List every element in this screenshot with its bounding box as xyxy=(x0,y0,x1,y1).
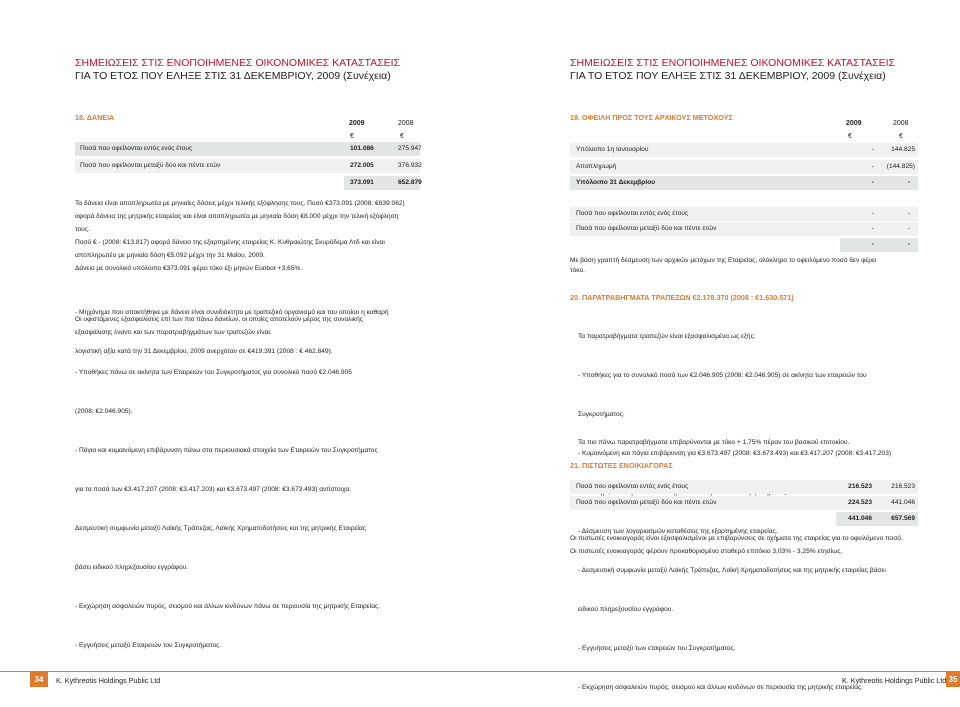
text-line: - Εγγυήσεις μεταξύ των εταιρειών του Συγκροτήματος. xyxy=(578,645,736,652)
text-line: τους. xyxy=(75,226,90,233)
payable-cur-2009: € xyxy=(848,133,852,140)
payable-row-2008: - xyxy=(907,225,910,232)
deposits-row xyxy=(570,496,918,510)
text-line: - Εγγυήσεις μεταξύ Εταιρειών του Συγκροτήματος. xyxy=(75,642,222,649)
text-line: ειδικού πληρεξουσίου εγγράφου. xyxy=(578,606,674,613)
overdrafts-rate: Τα πιο πάνω παρατραβήγματα επιβαρύνονται με τόκο + 1,75% πέραν του βασικού επιτοκίου. xyxy=(578,439,850,446)
payable-title: 19. ΟΦΕΙΛΗ ΠΡΟΣ ΤΟΥΣ ΑΡΧΙΚΟΥΣ ΜΕΤΟΧΟΥΣ xyxy=(570,113,733,122)
loans-row-2009: 272.005 xyxy=(350,162,374,169)
deposits-row-2009: 216.523 xyxy=(848,483,872,490)
text-line: αφορά δάνεια της μητρικής εταιρείας και είναι αποπληρωτέα με μηνιαία δόση €8.000 μέχρι την τελική εξόφληση xyxy=(75,213,399,220)
deposits-row-2008: 216.523 xyxy=(891,483,915,490)
text-line: - Υποθήκες για το συνολικό ποσό των €2.046.905 (2008: €2.046.905) σε ακίνητα των εταιρειών του xyxy=(578,372,867,379)
text-line: - Δεσμευτική συμφωνία μεταξύ Λαϊκής Τράπεζας, Λαϊκή Χρηματοδοτήσεις και της μητρικής εταιρείας βάσει xyxy=(578,567,886,574)
text-line: Δάνειο με συνολικό υπόλοιπο €373.091 φέρει τόκο έξι μηνών Euribor +3,65%. xyxy=(75,265,303,272)
payable-col-2009: 2009 xyxy=(846,120,862,127)
text-line: - Κυμαινόμενη και πάγια επιβάρυνση για €3.673.497 (2008: €3.673.493) και €3.417.207 (2008: €3.417.203) xyxy=(578,450,892,457)
payable-row-2008: - xyxy=(907,179,910,186)
loans-row-2008: 275.947 xyxy=(398,145,422,152)
payable-row-2008: (144.825) xyxy=(886,163,915,170)
payable-row xyxy=(570,207,918,221)
payable-total-2009: - xyxy=(871,241,874,248)
payable-row-label: Υπόλοιπο 1η Ιανουαρίου xyxy=(576,146,649,153)
payable-row-2009: - xyxy=(871,146,874,153)
payable-row-label: Υπόλοιπο 31 Δεκεμβρίου xyxy=(576,179,656,186)
text-line: βάσει ειδικού πληρεξουσίου εγγράφου. xyxy=(75,564,189,571)
text-line: - Πάγια και κυμαινόμενη επιβάρυνση πάνω στα περιουσιακά στοιχεία των Εταιρειών του Συγκροτήματος xyxy=(75,447,378,454)
payable-row-2009: - xyxy=(871,225,874,232)
loans-total-2009: 373.091 xyxy=(350,179,374,186)
deposits-row-2009: 224.523 xyxy=(848,499,872,506)
text-line: - Εκχώρηση ασφαλειών πυρός, σεισμού και άλλων κινδύνων σε περιουσία της μητρικής εταιρείας. xyxy=(578,684,864,691)
payable-row-label: Αποπληρωμή xyxy=(576,163,617,170)
deposits-row-label: Ποσά που οφείλονται μεταξύ δύο και πέντε ετών xyxy=(576,499,717,506)
payable-row-total xyxy=(570,176,918,190)
text-line: λογιστική αξία κατά την 31 Δεκεμβρίου, 2009 ανερχόταν σε €419.391 (2008 : € 462.849). xyxy=(75,348,333,355)
right-header-title: ΣΗΜΕΙΩΣΕΙΣ ΣΤΙΣ ΕΝΟΠΟΙΗΜΕΝΕΣ ΟΙΚΟΝΟΜΙΚΕΣ ΚΑΤΑΣΤΑΣΕΙΣ xyxy=(570,57,896,69)
text-line: Με βάση γραπτή δέσμευση των αρχικών μετόχων της Εταιρείας, ολόκληρο το οφειλόμενο ποσό δεν φέρει xyxy=(570,257,877,264)
loans-cur-2009: € xyxy=(350,133,354,140)
loans-title: 18. ΔΑΝΕΙΑ xyxy=(75,113,115,122)
text-line: - Δέσμευση των λογαριασμών καταθέσεις της εξαρτημένης εταιρείας. xyxy=(578,528,778,535)
loans-row xyxy=(75,142,420,156)
page-number-left: 34 xyxy=(30,672,48,687)
text-line: για τα ποσά των €3.417.207 (2008: €3.417.203) και €3.673.497 (2008: €3.673.493) αντίστοιχα. xyxy=(75,486,352,493)
loans-row-2008: 376.932 xyxy=(398,162,422,169)
loans-row-label: Ποσά που οφείλονται μεταξύ δύο και πέντε ετών xyxy=(80,162,221,169)
text-line: αποπληρωτέο με μηνιαία δόση €5.092 μέχρι την 31 Μαΐου, 2009. xyxy=(75,252,265,259)
right-header-subtitle: ΓΙΑ ΤΟ ΕΤΟΣ ΠΟΥ ΕΛΗΞΕ ΣΤΙΣ 31 ΔΕΚΕΜΒΡΙΟΥ, 2009 (Συνέχεια) xyxy=(570,70,886,82)
deposits-note-1: Οι πιστωτές ενοικιαγοράς είναι εξασφαλισμένοι με επιβαρύνσεις σε οχήματα της εταιρείας για το οφειλόμενο ποσό. xyxy=(570,535,903,542)
payable-row-2009: - xyxy=(871,179,874,186)
payable-note xyxy=(570,256,876,276)
payable-row-2009: - xyxy=(871,163,874,170)
left-header-title: ΣΗΜΕΙΩΣΕΙΣ ΣΤΙΣ ΕΝΟΠΟΙΗΜΕΝΕΣ ΟΙΚΟΝΟΜΙΚΕΣ ΚΑΤΑΣΤΑΣΕΙΣ xyxy=(75,57,401,69)
loans-total-2008: 652.879 xyxy=(398,179,422,186)
text-line: - Εκχώρηση ασφαλειών πυρός, σεισμού και άλλων κινδύνων πάνω σε περιουσία της μητρικής Εταιρείας. xyxy=(75,603,381,610)
deposits-total-2008: 657.569 xyxy=(891,515,915,522)
text-line: εξασφάλισης έναντι και των παρατραβηγμάτων των τραπεζών είναι: xyxy=(75,329,272,336)
text-line: Τα παρατραβήγματα τραπεζών είναι εξασφαλισμένα ως εξής: xyxy=(578,333,756,340)
deposits-total-row xyxy=(836,512,918,526)
loans-row xyxy=(75,159,420,173)
page-number-right: 35 xyxy=(946,672,960,687)
loans-paragraph-4 xyxy=(75,340,380,665)
payable-cur-2008: € xyxy=(899,133,903,140)
deposits-title: 21. ΠΙΣΤΩΤΕΣ ΕΝΟΙΚΙΑΓΟΡΑΣ xyxy=(570,461,673,470)
payable-row xyxy=(570,143,918,157)
loans-paragraph-1 xyxy=(75,197,405,275)
deposits-note-2: Οι πιστωτές ενοικιαγοράς φέρουν προκαθορισμένο σταθερό επιτόκιο 3,03% - 3,25% ετησίως. xyxy=(570,548,843,555)
text-line: Τα δάνεια είναι αποπληρωτέα με μηνιαίες δόσεις μέχρι τελικής εξόφλησης τους. Ποσό €373.091 (2008: €639.062) xyxy=(75,200,405,207)
footer-company-left: K. Kythreotis Holdings Public Ltd xyxy=(56,676,161,685)
payable-col-2008: 2008 xyxy=(893,120,909,127)
overdrafts-title: 20. ΠΑΡΑΤΡΑΒΗΓΜΑΤΑ ΤΡΑΠΕΖΩΝ €2.178.370 (2008 : €1.630.571) xyxy=(570,293,794,302)
payable-row-label: Ποσά που οφείλονται εντός ενός έτους xyxy=(576,210,689,217)
deposits-row-2008: 441.046 xyxy=(891,499,915,506)
loans-paragraph-3 xyxy=(75,313,363,339)
deposits-total-2009: 441.046 xyxy=(848,515,872,522)
payable-row xyxy=(570,222,918,236)
payable-row-label: Ποσά που οφείλονται μεταξύ δύο και πέντε ετών xyxy=(576,225,717,232)
text-line: Συγκροτήματος. xyxy=(578,411,625,418)
payable-row-2008: 144.825 xyxy=(891,146,915,153)
footer-rule xyxy=(0,671,960,672)
loans-col-2008: 2008 xyxy=(398,120,414,127)
text-line: - Υποθήκες πάνω σε ακίνητα των Εταιρειών του Συγκροτήματος για συνολικό ποσό €2.046.905 xyxy=(75,369,352,376)
loans-row-2009: 101.086 xyxy=(350,145,374,152)
deposits-row-label: Ποσά που οφείλονται εντός ενός έτους xyxy=(576,483,689,490)
text-line: - Μηχάνημα που αποκτήθηκε με δάνειο είναι συνιδιόκτητο με τραπεζικό οργανισμό και του οποίου η καθαρή xyxy=(75,309,389,316)
left-header-subtitle: ΓΙΑ ΤΟ ΕΤΟΣ ΠΟΥ ΕΛΗΞΕ ΣΤΙΣ 31 ΔΕΚΕΜΒΡΙΟΥ, 2009 (Συνέχεια) xyxy=(75,70,391,82)
payable-row-2008: - xyxy=(907,210,910,217)
payable-total-2008: - xyxy=(907,241,910,248)
text-line: (2008: €2.046.905). xyxy=(75,408,133,415)
loans-col-2009: 2009 xyxy=(349,120,365,127)
text-line: Οι υφιστάμενες εξασφαλίσεις επί των πιο πάνω δανείων, οι οποίες αποτελούν μέρος της συνολικής xyxy=(75,316,363,323)
payable-row xyxy=(570,160,918,174)
loans-row-label: Ποσά που οφείλονται εντός ενός έτους xyxy=(80,145,193,152)
text-line: Δεσμευτική συμφωνία μεταξύ Λαϊκής Τράπεζας, Λαϊκής Χρηματοδοτήσεις και της μητρικής Εταιρείας xyxy=(75,525,366,532)
footer-company-right: K. Kythreotis Holdings Public Ltd xyxy=(842,676,947,685)
text-line: Ποσό € - (2008: €13.817) αφορά δάνειο της εξαρτημένης εταιρείας Κ. Κυθραιώτης Σκυρόδεμα Λτδ και είναι xyxy=(75,239,385,246)
loans-total-row xyxy=(344,176,420,190)
text-line: τόκο. xyxy=(570,267,585,274)
deposits-row xyxy=(570,480,918,494)
payable-row-2009: - xyxy=(871,210,874,217)
loans-cur-2008: € xyxy=(400,133,404,140)
payable-total-row xyxy=(840,238,918,252)
